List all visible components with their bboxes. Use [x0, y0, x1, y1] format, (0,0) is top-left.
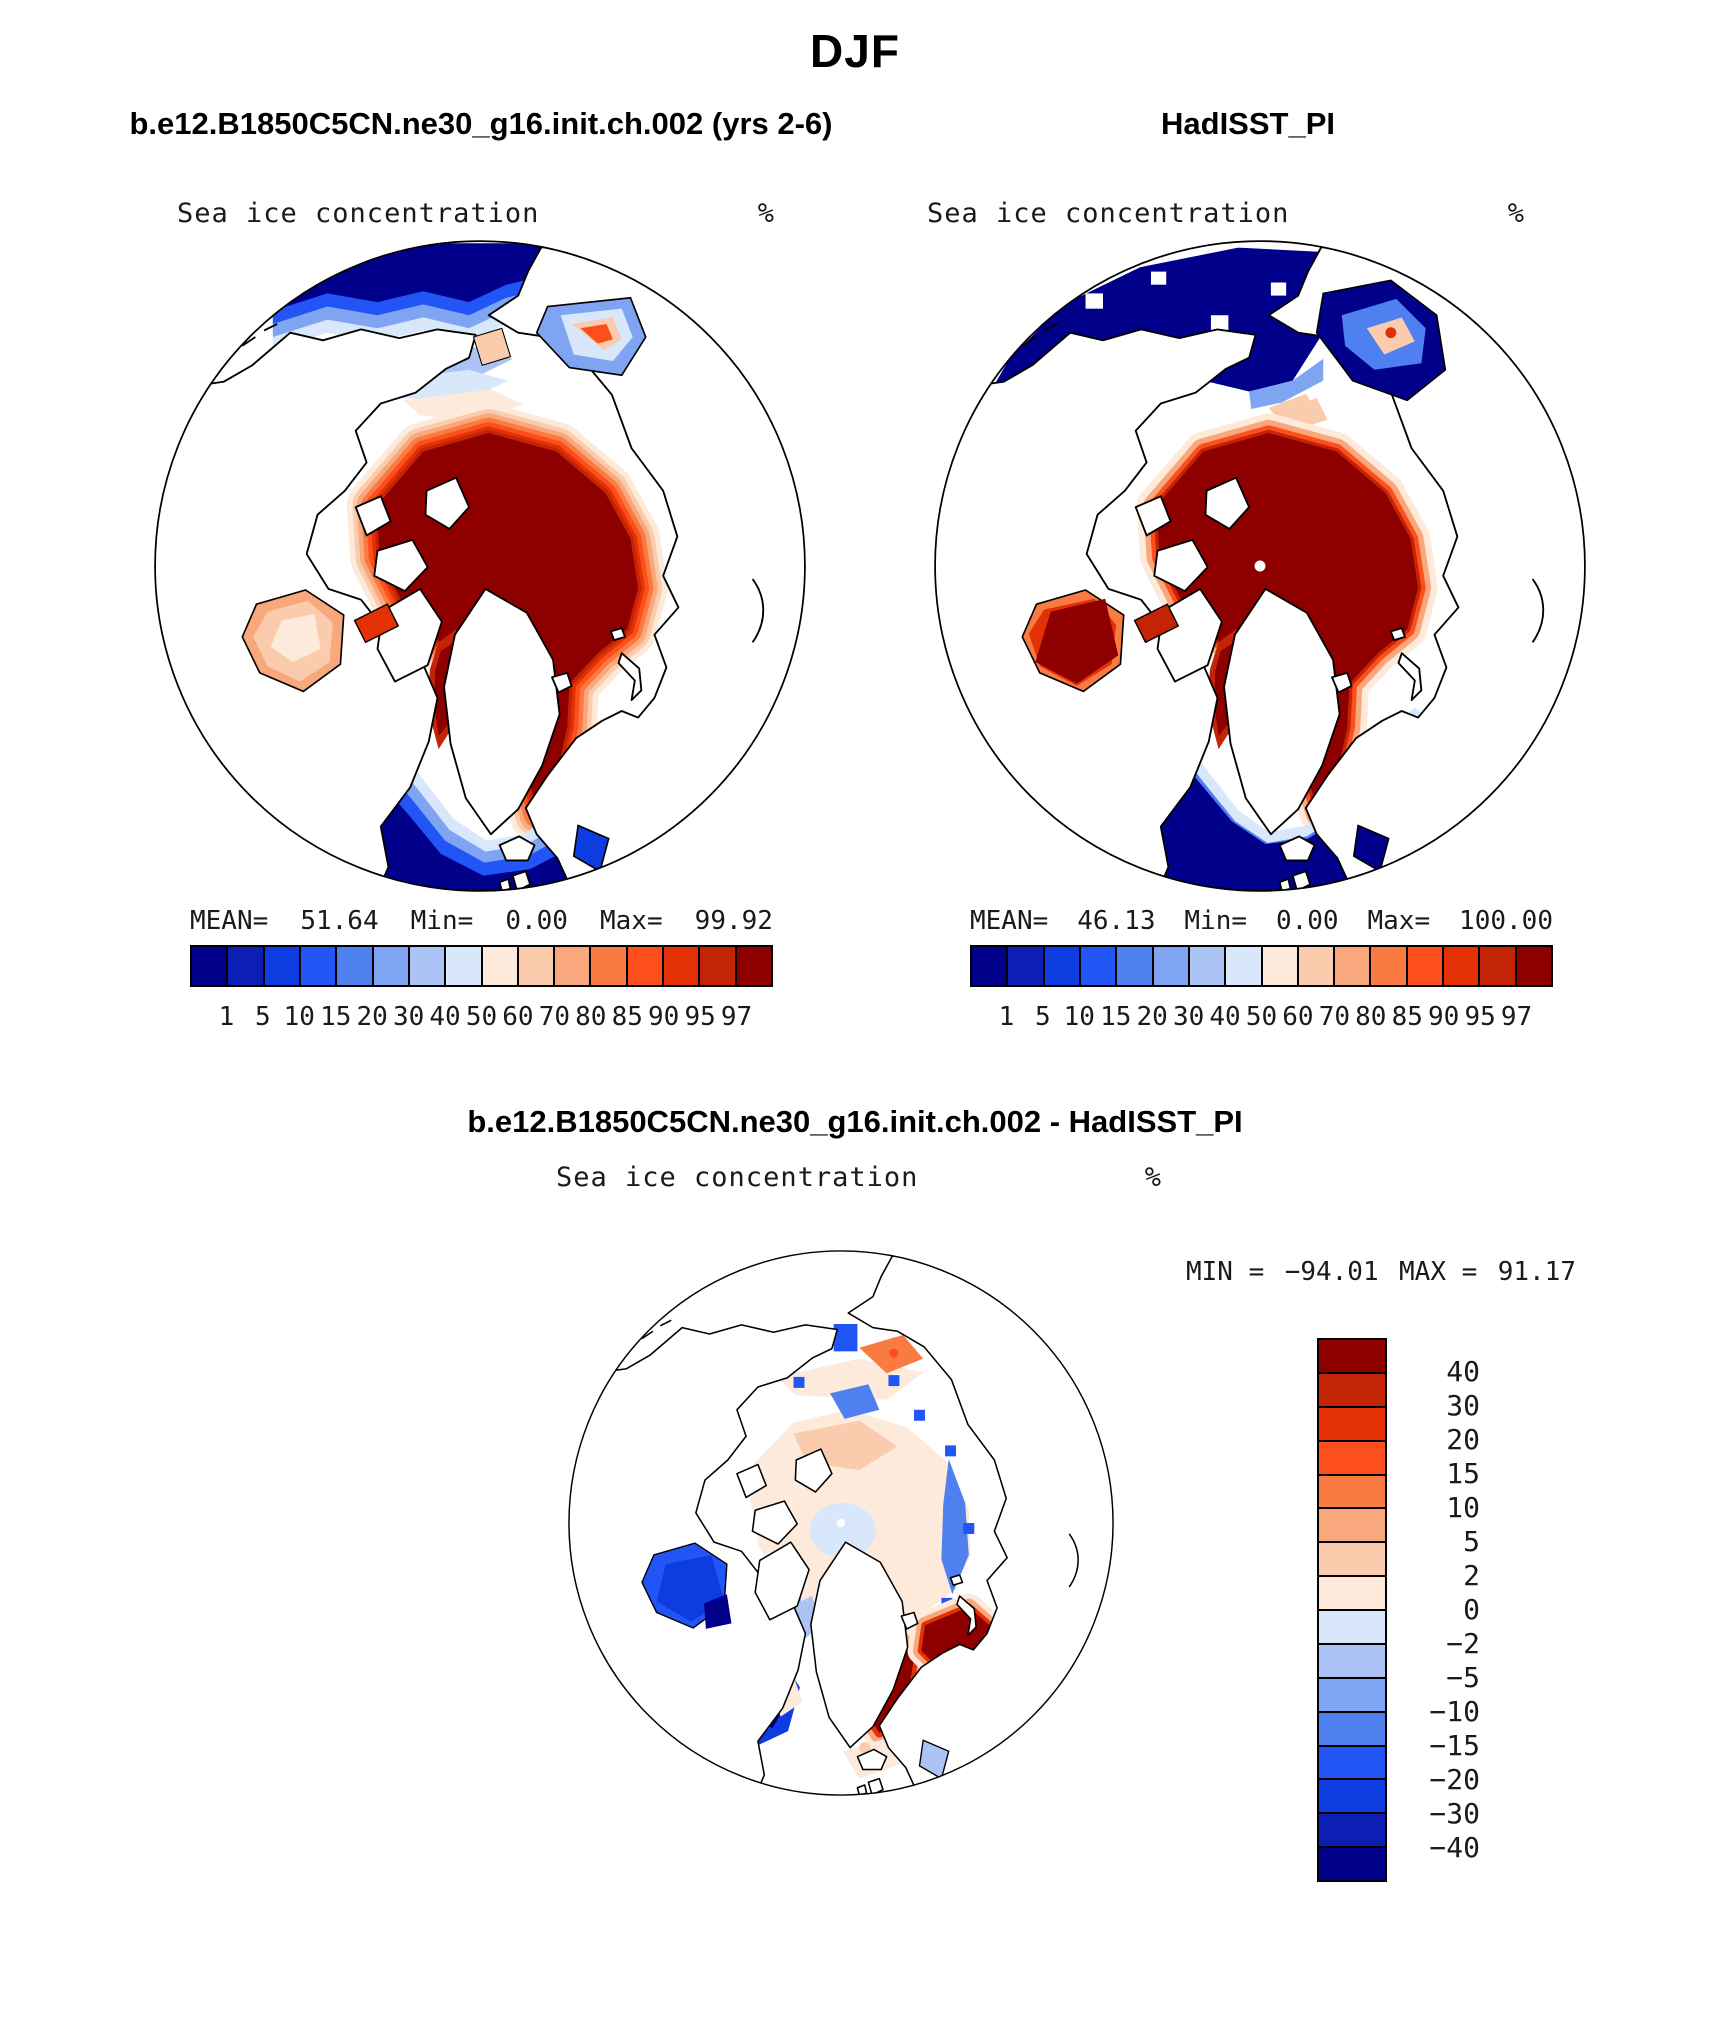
colorbar-tick-label: 15 [320, 1002, 352, 1032]
colorbar-tick-label: 95 [684, 1002, 716, 1032]
obs-min-value: 0.00 [1275, 906, 1339, 936]
obs-pole-hole [1255, 561, 1266, 572]
diff-colorbar-tick-label: −40 [1429, 1830, 1480, 1864]
obs-field-label: Sea ice concentration [927, 198, 1290, 229]
diff-colorbar-cell [1318, 1339, 1386, 1373]
colorbar-tick-label: 50 [465, 1002, 498, 1032]
diff-colorbar-tick-label: −2 [1446, 1626, 1480, 1660]
diff-colorbar-tick-label: 15 [1446, 1456, 1480, 1490]
diff-colorbar-cell [1318, 1678, 1386, 1712]
obs-colorbar [970, 945, 1553, 987]
diff-colorbar-tick-label: −30 [1429, 1796, 1480, 1830]
colorbar-tick-label: 1 [998, 1002, 1015, 1032]
colorbar-tick-label: 40 [1209, 1002, 1241, 1032]
diff-colorbar-cell [1318, 1441, 1386, 1475]
diff-colorbar-cell [1318, 1407, 1386, 1441]
colorbar-cell [373, 946, 409, 986]
colorbar-cell [1116, 946, 1152, 986]
model-min-value: 0.00 [505, 906, 568, 936]
diff-field-label: Sea ice concentration [556, 1162, 919, 1193]
colorbar-cell [1189, 946, 1225, 986]
model-max-value: 99.92 [694, 906, 773, 936]
model-panel-title: b.e12.B1850C5CN.ne30_g16.init.ch.002 (yrs 2-6) [129, 106, 833, 141]
colorbar-cell [445, 946, 481, 986]
colorbar-cell [264, 946, 300, 986]
diff-map [558, 1240, 1124, 1806]
colorbar-tick-label: 80 [1355, 1002, 1387, 1032]
colorbar-tick-label: 70 [538, 1002, 571, 1032]
colorbar-cell [663, 946, 699, 986]
model-colorbar-ticks [190, 1002, 773, 1032]
colorbar-tick-label: 5 [1035, 1002, 1051, 1032]
obs-field-header [927, 198, 1525, 229]
colorbar-cell [1153, 946, 1189, 986]
colorbar-cell [971, 946, 1007, 986]
colorbar-tick-label: 40 [429, 1002, 461, 1032]
colorbar-cell [1516, 946, 1552, 986]
colorbar-tick-label: 90 [1428, 1002, 1460, 1032]
diff-colorbar-tick-label: 20 [1446, 1422, 1480, 1456]
colorbar-cell [409, 946, 445, 986]
colorbar-tick-label: 97 [720, 1002, 753, 1032]
colorbar-cell [1262, 946, 1298, 986]
obs-stats-row [970, 906, 1553, 936]
diff-units-label: % [1144, 1162, 1162, 1193]
diff-colorbar-tick-label: 0 [1463, 1592, 1480, 1626]
diff-colorbar-tick-label: 10 [1446, 1490, 1480, 1524]
colorbar-cell [1370, 946, 1406, 986]
model-stats-row [190, 906, 773, 936]
colorbar-cell [1334, 946, 1370, 986]
colorbar-cell [336, 946, 372, 986]
colorbar-cell [1225, 946, 1261, 986]
colorbar-cell [1443, 946, 1479, 986]
diff-colorbar-tick-label: −15 [1429, 1728, 1480, 1762]
diff-colorbar-cell [1318, 1610, 1386, 1644]
diff-stats-row [1186, 1257, 1576, 1287]
diff-colorbar-tick-label: −5 [1446, 1660, 1480, 1694]
colorbar-cell [227, 946, 263, 986]
model-field-label: Sea ice concentration [177, 198, 540, 229]
obs-colorbar-ticks [970, 1002, 1553, 1032]
diff-colorbar-tick-label: 30 [1446, 1388, 1480, 1422]
colorbar-tick-label: 50 [1245, 1002, 1278, 1032]
diff-colorbar-cell [1318, 1746, 1386, 1780]
colorbar-cell [699, 946, 735, 986]
colorbar-tick-label: 85 [611, 1002, 643, 1032]
colorbar-tick-label: 95 [1464, 1002, 1496, 1032]
diff-colorbar-cell [1318, 1644, 1386, 1678]
colorbar-cell [627, 946, 663, 986]
obs-panel-title: HadISST_PI [1161, 106, 1335, 141]
colorbar-tick-label: 70 [1318, 1002, 1351, 1032]
colorbar-cell [518, 946, 554, 986]
colorbar-cell [482, 946, 518, 986]
colorbar-tick-label: 60 [502, 1002, 534, 1032]
colorbar-tick-label: 30 [1172, 1002, 1205, 1032]
model-mean-label: MEAN= [190, 906, 269, 936]
diff-colorbar-cell [1318, 1475, 1386, 1509]
model-units-label: % [757, 198, 775, 229]
figure-title: DJF [810, 25, 900, 77]
diff-colorbar-tick-label: 2 [1463, 1558, 1480, 1592]
colorbar-cell [1007, 946, 1043, 986]
diff-colorbar-cell [1318, 1373, 1386, 1407]
diff-min-value: −94.01 [1284, 1257, 1379, 1287]
model-field-header [177, 198, 775, 229]
diff-panel-title: b.e12.B1850C5CN.ne30_g16.init.ch.002 - HadISST_PI [467, 1104, 1243, 1139]
colorbar-tick-label: 5 [255, 1002, 271, 1032]
diff-min-label: MIN = [1186, 1257, 1265, 1287]
colorbar-cell [1044, 946, 1080, 986]
diff-colorbar-cell [1318, 1712, 1386, 1746]
colorbar-cell [590, 946, 626, 986]
colorbar-cell [1080, 946, 1116, 986]
diff-colorbar-tick-label: 40 [1446, 1354, 1480, 1388]
diff-pole-hole [837, 1519, 845, 1527]
colorbar-tick-label: 90 [648, 1002, 680, 1032]
colorbar-cell [554, 946, 590, 986]
colorbar-tick-label: 30 [392, 1002, 425, 1032]
obs-max-value: 100.00 [1459, 906, 1553, 936]
diff-max-label: MAX = [1399, 1257, 1478, 1287]
diff-colorbar-cell [1318, 1508, 1386, 1542]
colorbar-tick-label: 10 [1063, 1002, 1095, 1032]
diff-colorbar-tick-label: −10 [1429, 1694, 1480, 1728]
obs-max-label: Max= [1367, 906, 1431, 936]
model-min-label: Min= [410, 906, 474, 936]
diff-colorbar-cell [1318, 1813, 1386, 1847]
colorbar-cell [1479, 946, 1515, 986]
diff-colorbar-cell [1318, 1779, 1386, 1813]
obs-mean-label: MEAN= [970, 906, 1049, 936]
diff-colorbar-cell [1318, 1542, 1386, 1576]
colorbar-tick-label: 15 [1100, 1002, 1132, 1032]
obs-map [922, 228, 1598, 904]
diff-colorbar-ticks [1395, 1338, 1480, 1882]
model-max-label: Max= [600, 906, 663, 936]
model-map [142, 228, 818, 904]
colorbar-tick-label: 80 [575, 1002, 607, 1032]
diff-colorbar-cell [1318, 1847, 1386, 1881]
colorbar-cell [300, 946, 336, 986]
colorbar-tick-label: 97 [1500, 1002, 1533, 1032]
colorbar-cell [1298, 946, 1334, 986]
obs-mean-value: 46.13 [1077, 906, 1156, 936]
colorbar-cell [191, 946, 227, 986]
diff-max-value: 91.17 [1497, 1257, 1576, 1287]
colorbar-cell [1407, 946, 1443, 986]
colorbar-tick-label: 10 [283, 1002, 315, 1032]
diff-field-header [556, 1162, 1162, 1193]
colorbar-cell [736, 946, 772, 986]
colorbar-tick-label: 20 [1136, 1002, 1168, 1032]
model-mean-value: 51.64 [300, 906, 379, 936]
colorbar-tick-label: 60 [1282, 1002, 1314, 1032]
colorbar-tick-label: 85 [1391, 1002, 1423, 1032]
diff-colorbar-tick-label: 5 [1463, 1524, 1480, 1558]
colorbar-tick-label: 20 [356, 1002, 388, 1032]
obs-min-label: Min= [1184, 906, 1248, 936]
obs-units-label: % [1507, 198, 1525, 229]
colorbar-tick-label: 1 [218, 1002, 235, 1032]
model-colorbar [190, 945, 773, 987]
diff-colorbar [1317, 1338, 1387, 1882]
diff-colorbar-tick-label: −20 [1429, 1762, 1480, 1796]
diff-colorbar-cell [1318, 1576, 1386, 1610]
